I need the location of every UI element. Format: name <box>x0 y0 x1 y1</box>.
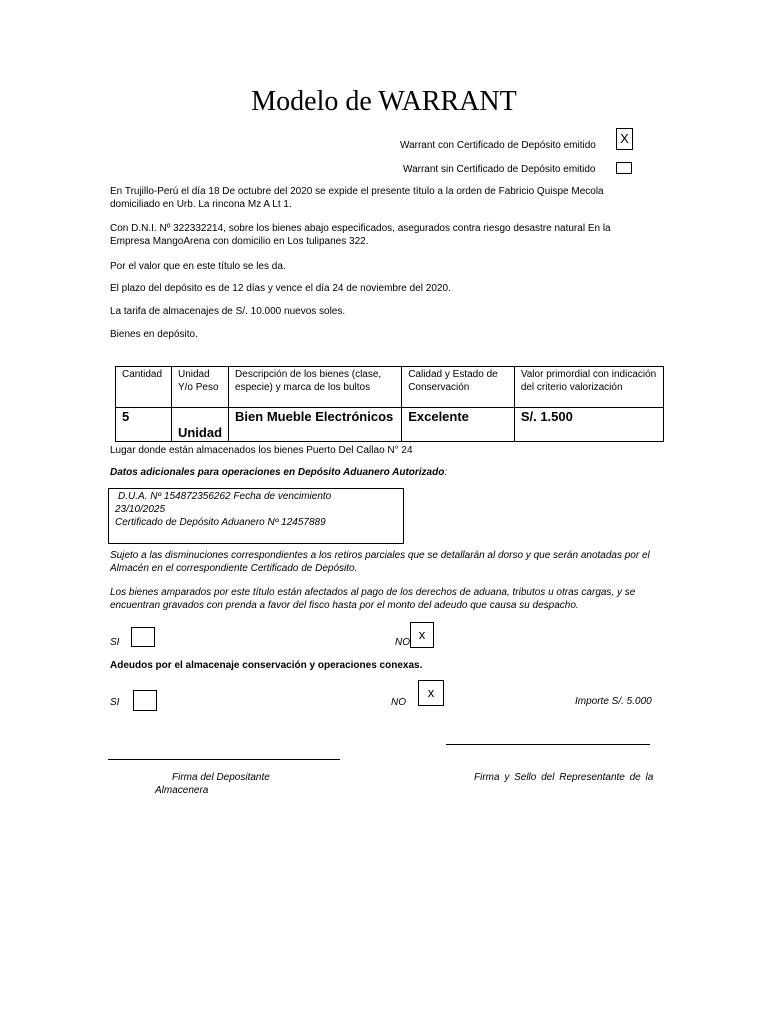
gravamen-no-checkbox[interactable]: x <box>410 622 434 648</box>
header-cantidad: Cantidad <box>116 367 172 408</box>
sujeto-paragraph: Sujeto a las disminuciones correspondientes a los retiros parciales que se detallarán al dorso y que serán anotadas por el Almacén en el correspondiente Certificado de Depósito. <box>110 550 650 574</box>
sin-certificado-checkbox[interactable] <box>616 162 632 174</box>
lugar-almacenamiento: Lugar donde están almacenados los bienes Puerto Del Callao N° 24 <box>110 445 413 456</box>
certificado-aduanero: Certificado de Depósito Aduanero Nº 12457889 <box>115 517 326 528</box>
firma-depositante-label: Firma del Depositante <box>172 772 270 783</box>
cell-valor: S/. 1.500 <box>514 408 663 442</box>
adeudos-si-checkbox[interactable] <box>133 690 157 711</box>
datos-adicionales-title: Datos adicionales para operaciones en Depósito Aduanero Autorizado <box>110 467 445 478</box>
table-row <box>116 408 664 442</box>
gravamen-no-label: NO <box>395 637 410 648</box>
paragraph-bienes: Bienes en depósito. <box>110 329 198 340</box>
adeudos-si-label: SI <box>110 697 120 708</box>
cell-unidad: Unidad <box>171 408 228 442</box>
dua-box <box>108 488 404 544</box>
header-calidad: Calidad y Estado de Conservación <box>402 367 515 408</box>
cell-descripcion: Bien Mueble Electrónicos <box>229 408 402 442</box>
adeudos-no-label: NO <box>391 697 406 708</box>
bienes-amparados-paragraph: Los bienes amparados por este título están afectados al pago de los derechos de aduana, tributos u otras cargas, y se encuentran gravados con prenda a favor del fisco hasta por el monto del adeudo que causa su despacho. <box>110 587 636 611</box>
cell-cantidad: 5 <box>116 408 172 442</box>
almacenera-label: Almacenera <box>155 785 209 796</box>
bienes-table <box>115 366 664 442</box>
paragraph-plazo: El plazo del depósito es de 12 días y vence el día 24 de noviembre del 2020. <box>110 283 451 294</box>
firma-representante-label: Firma y Sello del Representante de la <box>474 772 654 783</box>
datos-adicionales-colon: : <box>444 467 448 478</box>
datos-adicionales-heading <box>110 466 640 479</box>
paragraph-dni: Con D.N.I. Nº 322332214, sobre los bienes abajo especificados, asegurados contra riesgo desastre natural En la Empresa MangoArena con domicilio en Los tulipanes 322. <box>110 223 611 247</box>
representante-signature-line <box>446 744 650 745</box>
paragraph-valor: Por el valor que en este título se les da. <box>110 261 286 272</box>
con-certificado-label: Warrant con Certificado de Depósito emitido <box>400 140 596 151</box>
document-title: Modelo de WARRANT <box>251 86 517 117</box>
dua-number: D.U.A. Nº 154872356262 Fecha de vencimiento <box>118 491 332 502</box>
paragraph-tarifa: La tarifa de almacenajes de S/. 10.000 nuevos soles. <box>110 306 346 317</box>
importe-value: Importe S/. 5.000 <box>575 696 652 707</box>
header-valor: Valor primordial con indicación del criterio valorización <box>514 367 663 408</box>
paragraph-expedicion: En Trujillo-Perú el día 18 De octubre del 2020 se expide el presente título a la orden de Fabricio Quispe Mecola domiciliado en Urb. La rincona Mz A Lt 1. <box>110 186 604 210</box>
cell-calidad: Excelente <box>402 408 515 442</box>
gravamen-si-checkbox[interactable] <box>131 627 155 647</box>
header-descripcion: Descripción de los bienes (clase, especie) y marca de los bultos <box>229 367 402 408</box>
gravamen-si-label: SI <box>110 637 120 648</box>
adeudos-no-checkbox[interactable]: x <box>418 680 444 706</box>
depositante-signature-line <box>108 759 340 760</box>
sin-certificado-label: Warrant sin Certificado de Depósito emitido <box>403 164 596 175</box>
table-header-row <box>116 367 664 408</box>
adeudos-heading: Adeudos por el almacenaje conservación y operaciones conexas. <box>110 660 423 671</box>
con-certificado-checkbox[interactable]: X <box>616 128 633 150</box>
dua-expiry-date: 23/10/2025 <box>115 504 166 515</box>
header-unidad: Unidad Y/o Peso <box>171 367 228 408</box>
